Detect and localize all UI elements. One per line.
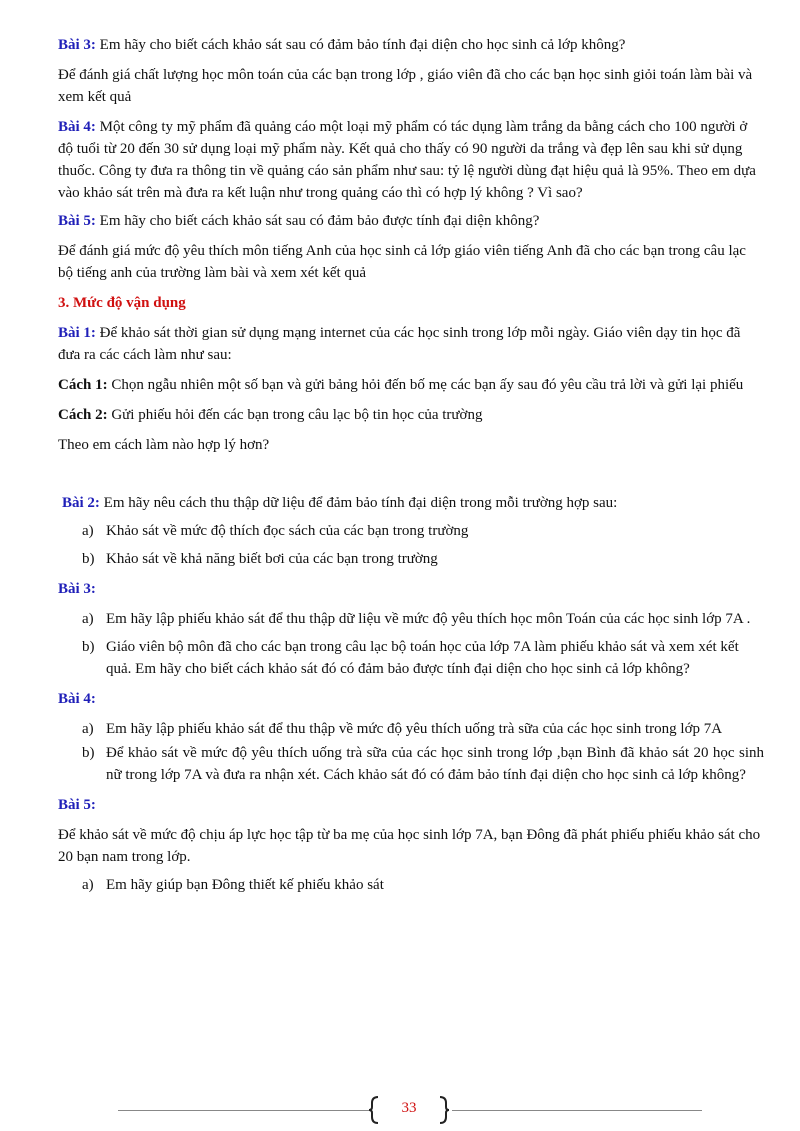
bai3-question bbox=[58, 34, 764, 56]
bai4-paragraph bbox=[58, 116, 764, 204]
list-item-text: Em hãy giúp bạn Đông thiết kế phiếu khảo sát bbox=[106, 877, 384, 893]
bai5-question bbox=[58, 210, 764, 232]
vd-bai1-paragraph bbox=[58, 322, 764, 366]
list-item-text: Giáo viên bộ môn đã cho các bạn trong câu lạc bộ toán học của lớp 7A làm phiếu khảo sát và xem xét kết quả. Em hãy cho biết cách khảo sát đó có đảm bảo được tính đại diện cho học sinh cả lớp không? bbox=[106, 639, 739, 677]
list-item bbox=[58, 718, 764, 740]
cach2-label: Cách 2: bbox=[58, 407, 108, 423]
list-item-text: Em hãy lập phiếu khảo sát để thu thập dữ liệu về mức độ yêu thích học môn Toán của các học sinh lớp 7A . bbox=[106, 611, 751, 627]
vd-bai3-label: Bài 3: bbox=[58, 581, 96, 597]
bai5-label: Bài 5: bbox=[58, 213, 96, 229]
vd-bai5-label: Bài 5: bbox=[58, 797, 96, 813]
section-title: 3. Mức độ vận dụng bbox=[58, 295, 186, 311]
list-item bbox=[58, 742, 764, 786]
list-marker: b) bbox=[82, 551, 95, 567]
list-item bbox=[58, 608, 764, 630]
bai3-question-text: Em hãy cho biết cách khảo sát sau có đảm bảo tính đại diện cho học sinh cả lớp không? bbox=[95, 37, 626, 53]
cach2-text: Gửi phiếu hỏi đến các bạn trong câu lạc bộ tin học của trường bbox=[107, 407, 483, 423]
cach2-paragraph bbox=[58, 404, 764, 426]
bai4-label: Bài 4: bbox=[58, 119, 96, 135]
page-footer bbox=[0, 1094, 800, 1128]
bai3-body: Để đánh giá chất lượng học môn toán của các bạn trong lớp , giáo viên đã cho các bạn học sinh giỏi toán làm bài và xem kết quả bbox=[58, 67, 753, 105]
right-brace-icon bbox=[438, 1096, 450, 1124]
list-item-text: Khảo sát về khả năng biết bơi của các bạn trong trường bbox=[106, 551, 438, 567]
vd-bai5-text: Để khảo sát về mức độ chịu áp lực học tập từ ba mẹ của học sinh lớp 7A, bạn Đông đã phát phiếu phiếu khảo sát cho 20 bạn nam trong lớp. bbox=[58, 827, 761, 865]
list-item-text: Em hãy lập phiếu khảo sát để thu thập về mức độ yêu thích uống trà sữa của các học sinh trong lớp 7A bbox=[106, 721, 723, 737]
list-marker: a) bbox=[82, 877, 94, 893]
list-item-text: Khảo sát về mức độ thích đọc sách của các bạn trong trường bbox=[106, 523, 469, 539]
list-item bbox=[58, 548, 764, 570]
list-marker: b) bbox=[82, 639, 95, 655]
bai3-label: Bài 3: bbox=[58, 37, 96, 53]
document-page bbox=[58, 34, 764, 896]
list-item bbox=[58, 874, 764, 896]
left-brace-icon bbox=[368, 1096, 380, 1124]
vd-bai4-label: Bài 4: bbox=[58, 691, 96, 707]
list-item-text: Để khảo sát về mức độ yêu thích uống trà sữa của các học sinh trong lớp ,bạn Bình đã khảo sát 20 học sinh nữ trong lớp 7A và đưa ra nhận xét. Cách khảo sát đó có đảm bảo tính đại diện cho học sinh cả lớp không? bbox=[106, 745, 764, 783]
bai5-body: Để đánh giá mức độ yêu thích môn tiếng Anh của học sinh cả lớp giáo viên tiếng Anh đã cho các bạn trong câu lạc bộ tiếng anh của trường làm bài và xem xét kết quả bbox=[58, 243, 746, 281]
list-marker: a) bbox=[82, 721, 94, 737]
cach1-label: Cách 1: bbox=[58, 377, 108, 393]
list-item bbox=[58, 520, 764, 542]
bai5-question-text: Em hãy cho biết cách khảo sát sau có đảm bảo được tính đại diện không? bbox=[95, 213, 540, 229]
cach1-paragraph bbox=[58, 374, 764, 396]
vd-bai2-text: Em hãy nêu cách thu thập dữ liệu để đảm bảo tính đại diện trong mỗi trường hợp sau: bbox=[99, 495, 618, 511]
page-number: 33 bbox=[401, 1100, 417, 1116]
footer-rule-left bbox=[118, 1110, 370, 1111]
footer-rule-right bbox=[452, 1110, 702, 1111]
list-marker: a) bbox=[82, 611, 94, 627]
list-item bbox=[58, 636, 764, 680]
cach1-text: Chọn ngẫu nhiên một số bạn và gửi bảng hỏi đến bố mẹ các bạn ấy sau đó yêu cầu trả lời và gửi lại phiếu bbox=[107, 377, 744, 393]
vd-bai1-text: Để khảo sát thời gian sử dụng mạng internet của các học sinh trong lớp mỗi ngày. Giáo viên dạy tin học đã đưa ra các cách làm như sau: bbox=[58, 325, 741, 363]
list-marker: a) bbox=[82, 523, 94, 539]
vd-bai1-label: Bài 1: bbox=[58, 325, 96, 341]
vd-bai1-question: Theo em cách làm nào hợp lý hơn? bbox=[58, 437, 270, 453]
vd-bai2-label: Bài 2: bbox=[62, 495, 100, 511]
list-marker: b) bbox=[82, 745, 95, 761]
vd-bai2-paragraph bbox=[58, 492, 764, 514]
bai4-text: Một công ty mỹ phẩm đã quảng cáo một loại mỹ phẩm có tác dụng làm trắng da bằng cách cho 100 người ở độ tuổi từ 20 đến 30 sử dụng loại mỹ phẩm này. Kết quả cho thấy có 90 người da trắng và đẹp lên sau khi sử dụng thuốc. Công ty đưa ra thông tin về quảng cáo sản phẩm như sau: tỷ lệ người dùng đạt hiệu quả là 95%. Theo em dựa vào khảo sát trên mà đưa ra kết luận như trong quảng cáo thì có hợp lý không ? Vì sao? bbox=[58, 119, 756, 201]
